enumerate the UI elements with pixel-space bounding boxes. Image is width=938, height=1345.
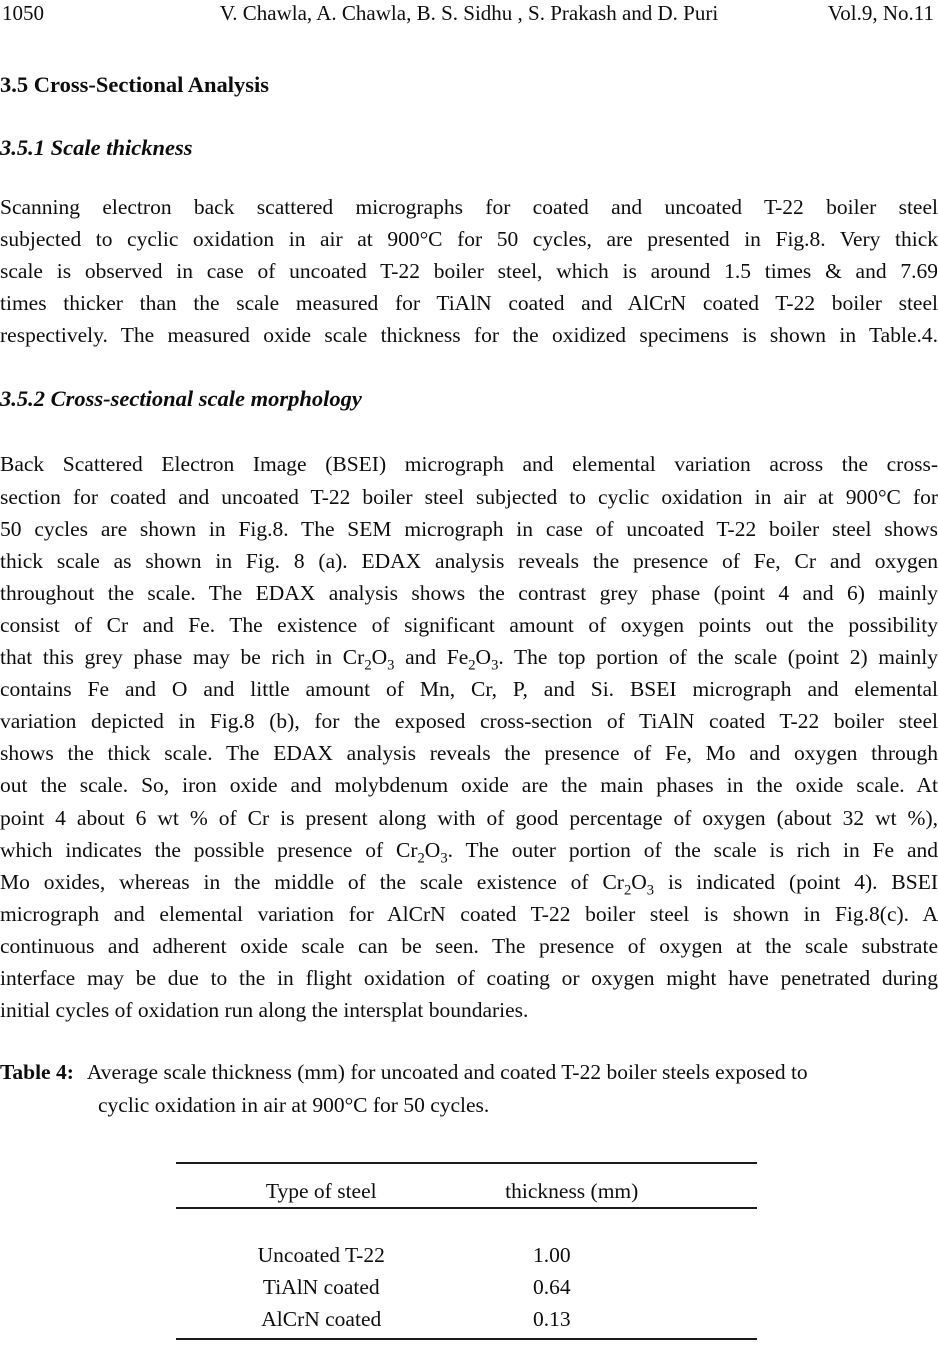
paragraph-scale-thickness: [0, 191, 938, 351]
text-line: consist of Cr and Fe. The existence of significant amount of oxygen points out the possibility: [0, 612, 938, 637]
cell-type-of-steel: TiAlN coated: [262, 1275, 380, 1300]
text-line: initial cycles of oxidation run along the intersplat boundaries.: [0, 998, 529, 1023]
page-number: 1050: [2, 1, 44, 25]
table-caption: [0, 1056, 938, 1122]
table-caption-line-2: cyclic oxidation in air at 900°C for 50 cycles.: [98, 1093, 490, 1118]
cell-thickness: 1.00: [532, 1243, 571, 1268]
paragraph-scale-morphology: [0, 448, 938, 1026]
text-line: variation depicted in Fig.8 (b), for the exposed cross-section of TiAlN coated T-22 boiler steel: [0, 709, 938, 734]
cell-type-of-steel: Uncoated T-22: [257, 1243, 385, 1268]
cell-thickness: 0.64: [532, 1275, 571, 1300]
column-header-thickness: thickness (mm): [505, 1179, 639, 1204]
text-line: continuous and adherent oxide scale can be seen. The presence of oxygen at the scale substrate: [0, 933, 938, 958]
header-authors: V. Chawla, A. Chawla, B. S. Sidhu , S. Prakash and D. Puri: [219, 1, 719, 25]
text-line: scale is observed in case of uncoated T-22 boiler steel, which is around 1.5 times & and 7.69: [0, 259, 938, 284]
section-heading: 3.5 Cross-Sectional Analysis: [0, 72, 269, 97]
text-line: 50 cycles are shown in Fig.8. The SEM micrograph in case of uncoated T-22 boiler steel shows: [0, 516, 938, 541]
text-line: times thicker than the scale measured for TiAlN coated and AlCrN coated T-22 boiler steel: [0, 291, 938, 316]
column-header-type-of-steel: Type of steel: [265, 1179, 377, 1204]
text-line: micrograph and elemental variation for AlCrN coated T-22 boiler steel is shown in Fig.8(c). A: [0, 901, 938, 926]
text-line: which indicates the possible presence of $Cr_2O_3$. The outer portion of the scale is rich in Fe and: [0, 837, 938, 866]
table-row: [176, 1239, 757, 1271]
running-header: [0, 0, 938, 25]
subsection-heading-scale-morphology: 3.5.2 Cross-sectional scale morphology: [0, 386, 362, 412]
table-caption-line-1: [0, 1056, 938, 1089]
text-line: Mo oxides, whereas in the middle of the scale existence of $Cr_2O_3$ is indicated (point 4). BSEI: [0, 869, 938, 898]
text-line: respectively. The measured oxide scale thickness for the oxidized specimens is shown in Table.4.: [0, 323, 938, 348]
scale-thickness-table: [176, 1162, 757, 1340]
text-line: contains Fe and O and little amount of Mn, Cr, P, and Si. BSEI micrograph and elemental: [0, 677, 938, 702]
cell-thickness: 0.13: [532, 1307, 571, 1332]
table-row: [176, 1303, 757, 1335]
text-line: throughout the scale. The EDAX analysis shows the contrast grey phase (point 4 and 6) mainly: [0, 580, 938, 605]
text-line: out the scale. So, iron oxide and molybdenum oxide are the main phases in the oxide scale. At: [0, 773, 938, 798]
text-line: Scanning electron back scattered micrographs for coated and uncoated T-22 boiler steel: [0, 195, 938, 219]
text-line: point 4 about 6 wt % of Cr is present along with of good percentage of oxygen (about 32 wt %),: [0, 805, 938, 830]
table-header-row: [176, 1164, 757, 1209]
text-line: subjected to cyclic oxidation in air at 900°C for 50 cycles, are presented in Fig.8. Very thick: [0, 227, 938, 252]
text-line: shows the thick scale. The EDAX analysis reveals the presence of Fe, Mo and oxygen through: [0, 741, 938, 766]
table-body: [176, 1209, 757, 1338]
text-line: that this grey phase may be rich in $Cr_2O_3$ and $Fe_2O_3$. The top portion of the scale (point 2) mainly: [0, 645, 938, 674]
table-caption-text: Average scale thickness (mm) for uncoated and coated T-22 boiler steels exposed to: [86, 1060, 808, 1085]
table-caption-label: Table 4:: [0, 1060, 74, 1085]
subsection-heading-scale-thickness: 3.5.1 Scale thickness: [0, 135, 193, 160]
table-row: [176, 1271, 757, 1303]
text-line: Back Scattered Electron Image (BSEI) micrograph and elemental variation across the cross-: [0, 452, 938, 477]
header-volume-issue: Vol.9, No.11: [827, 1, 934, 25]
text-line: interface may be due to the in flight oxidation of coating or oxygen might have penetrated during: [0, 965, 938, 990]
text-line: thick scale as shown in Fig. 8 (a). EDAX analysis reveals the presence of Fe, Cr and oxygen: [0, 548, 938, 573]
cell-type-of-steel: AlCrN coated: [261, 1307, 382, 1332]
text-line: section for coated and uncoated T-22 boiler steel subjected to cyclic oxidation in air at 900°C for: [0, 484, 938, 509]
